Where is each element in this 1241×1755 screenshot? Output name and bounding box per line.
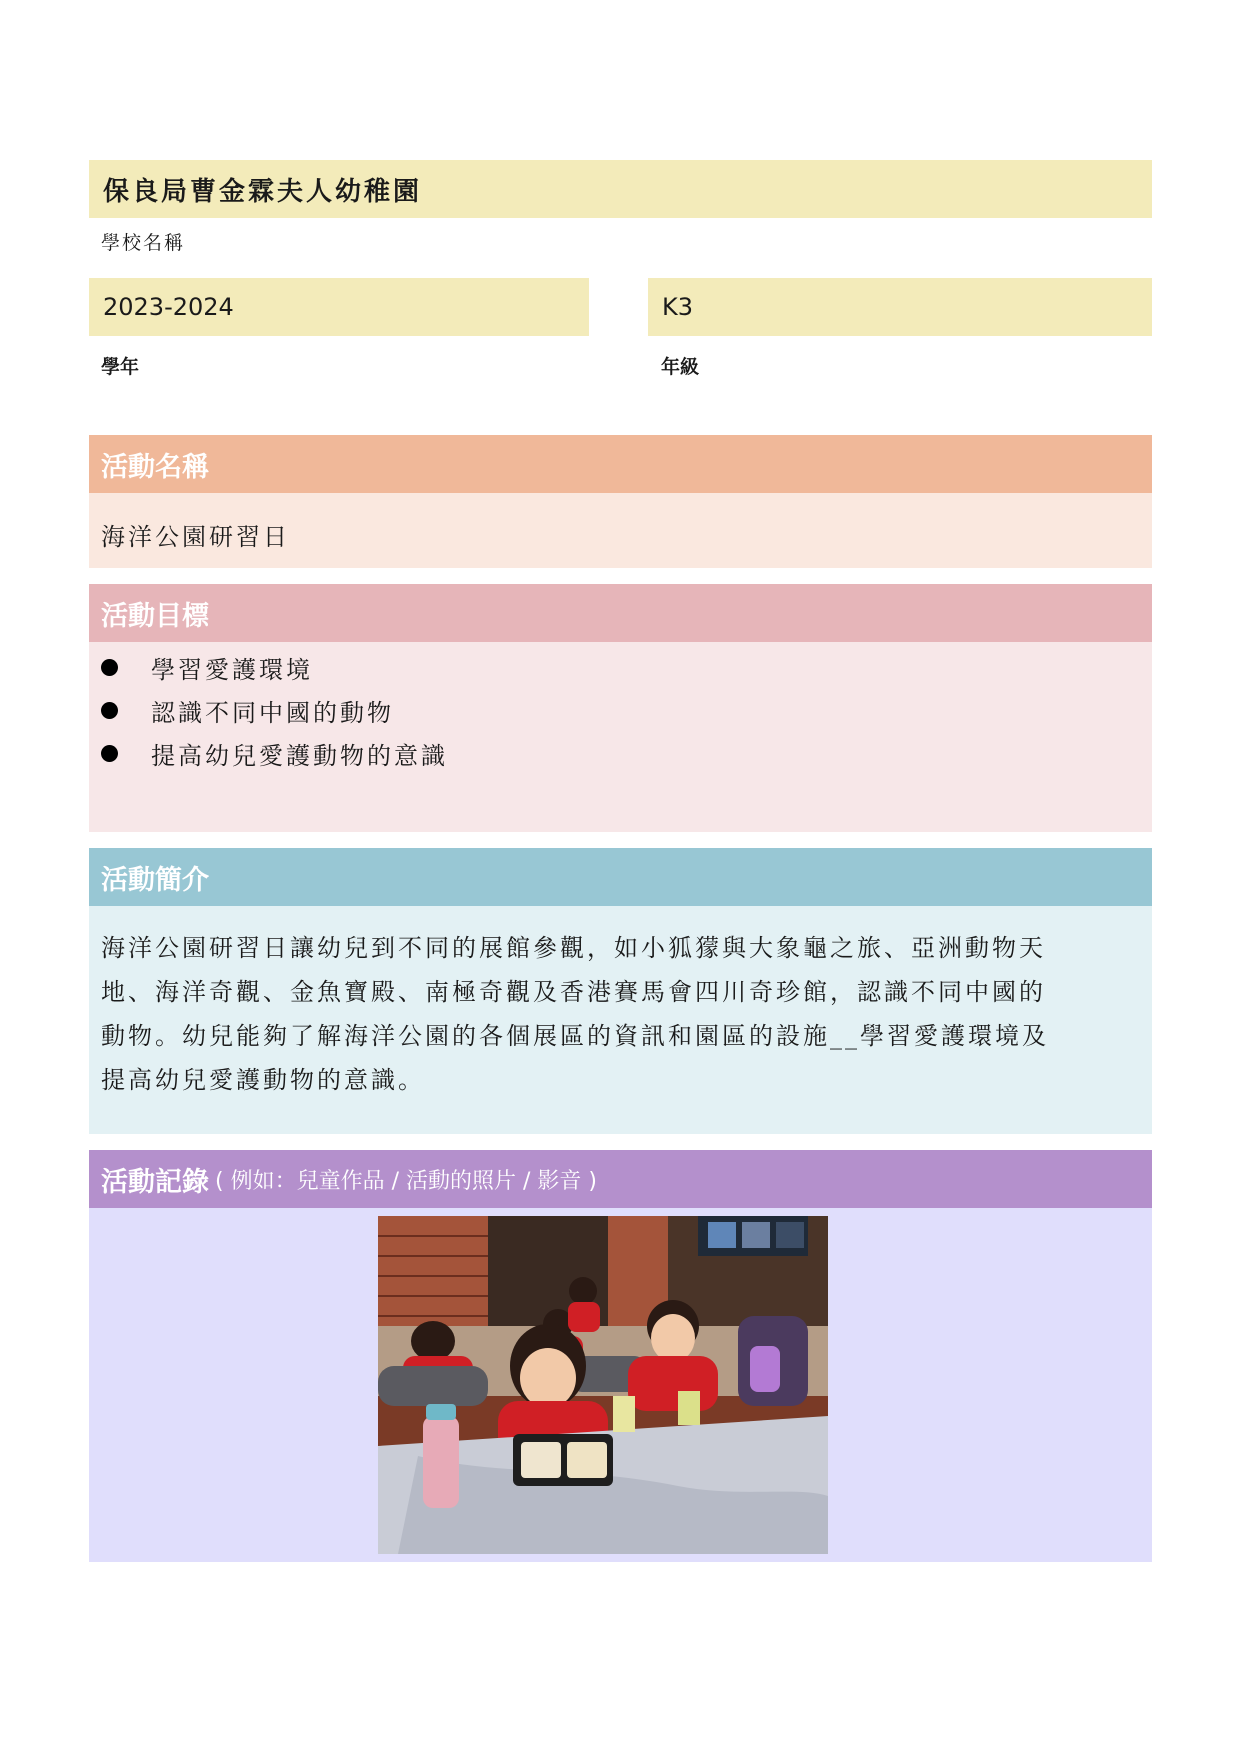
grade-label: 年級 <box>661 356 700 378</box>
introduction-line: 動物。幼兒能夠了解海洋公園的各個展區的資訊和園區的設施__學習愛護環境及 <box>101 1022 1049 1050</box>
record-header-subtitle: ( 例如：兒童作品 / 活動的照片 / 影音 ) <box>215 1168 597 1194</box>
school-year-label: 學年 <box>101 356 140 378</box>
objective-text: 認識不同中國的動物 <box>151 699 394 727</box>
record-header-text: 活動記錄 <box>101 1166 209 1198</box>
objectives-header-text: 活動目標 <box>101 600 209 632</box>
activity-name-header <box>89 435 1152 493</box>
activity-photo <box>378 1216 828 1554</box>
objective-text: 學習愛護環境 <box>151 656 313 684</box>
school-year-value: 2023-2024 <box>103 293 234 321</box>
record-header <box>89 1150 1152 1208</box>
grade-field <box>648 278 1152 336</box>
introduction-line: 提高幼兒愛護動物的意識。 <box>101 1066 425 1094</box>
objective-item <box>101 646 1152 689</box>
grade-value: K3 <box>662 293 694 321</box>
school-name-label: 學校名稱 <box>101 232 186 254</box>
introduction-panel <box>89 906 1152 1134</box>
objective-item <box>101 689 1152 732</box>
objectives-panel <box>89 642 1152 832</box>
introduction-line: 海洋公園研習日讓幼兒到不同的展館參觀，如小狐獴與大象龜之旅、亞洲動物天 <box>101 934 1046 962</box>
introduction-text <box>89 906 1152 1102</box>
school-year-field <box>89 278 589 336</box>
school-name: 保良局曹金霖夫人幼稚園 <box>103 176 423 207</box>
introduction-header-text: 活動簡介 <box>101 864 209 896</box>
activity-name-value: 海洋公園研習日 <box>101 523 290 551</box>
objective-item <box>101 732 1152 775</box>
objective-text: 提高幼兒愛護動物的意識 <box>151 742 448 770</box>
objectives-list <box>89 642 1152 775</box>
activity-name-panel <box>89 493 1152 568</box>
bullet-icon <box>101 745 118 762</box>
activity-name-header-text: 活動名稱 <box>101 451 209 483</box>
introduction-line: 地、海洋奇觀、金魚寶殿、南極奇觀及香港賽馬會四川奇珍館，認識不同中國的 <box>101 978 1046 1006</box>
bullet-icon <box>101 659 118 676</box>
bullet-icon <box>101 702 118 719</box>
introduction-header <box>89 848 1152 906</box>
school-name-field <box>89 160 1152 218</box>
objectives-header <box>89 584 1152 642</box>
